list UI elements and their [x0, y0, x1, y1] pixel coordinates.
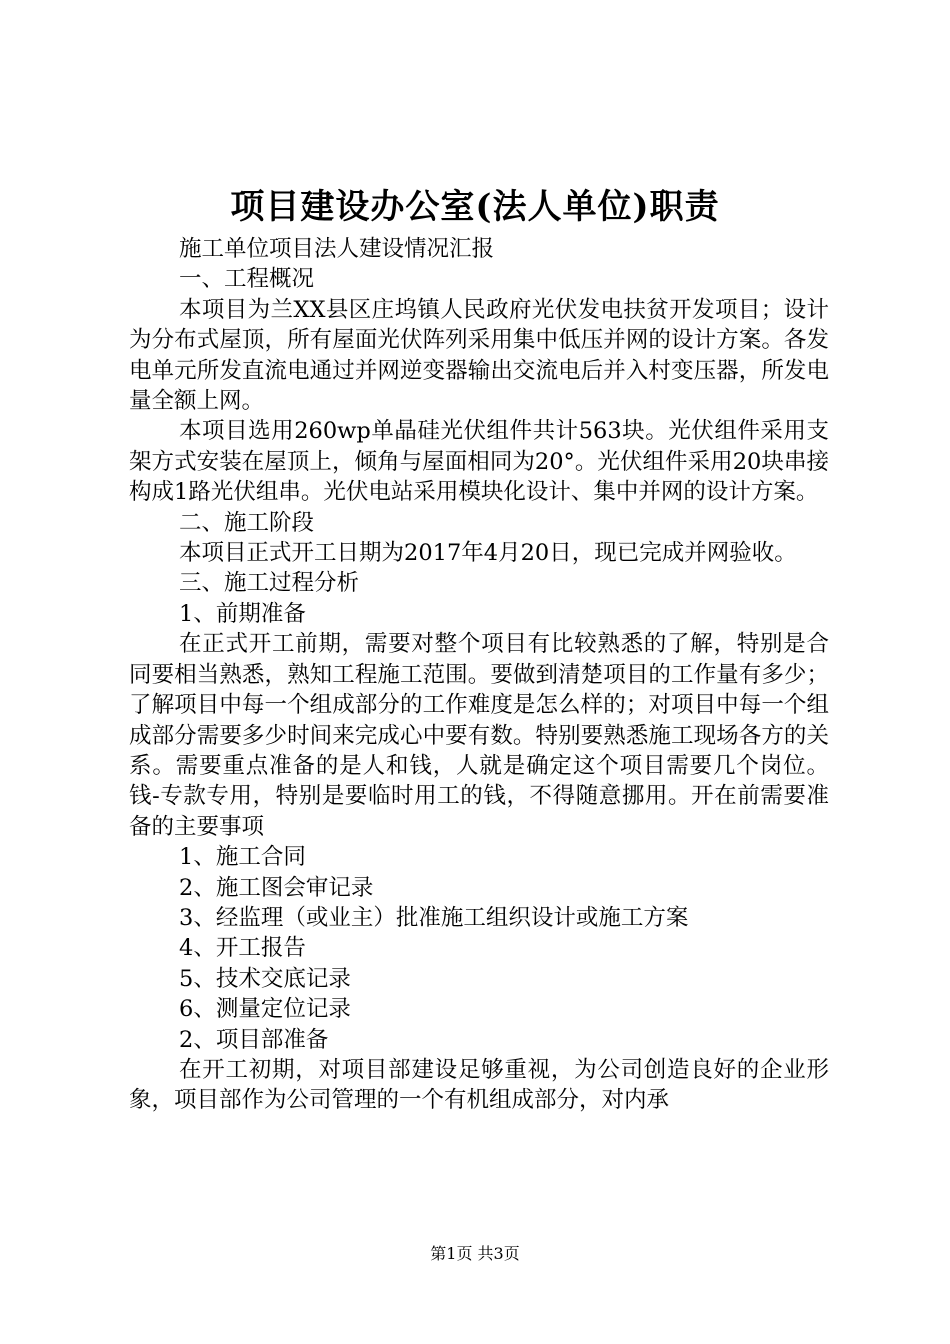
section-heading-overview: 一、工程概况 [179, 266, 315, 293]
paragraph-pv-modules: 本项目选用260wp单晶硅光伏组件共计563块。光伏组件采用支架方式安装在屋顶上，倾角与屋面相同为20°。光伏组件采用20块串接构成1路光伏组串。光伏电站采用模块化设计、集中并网的设计方案。 [129, 418, 829, 506]
document-body [129, 234, 829, 1116]
section-heading-process-analysis: 三、施工过程分析 [179, 570, 360, 597]
list-item: 1、施工合同 [179, 844, 306, 871]
document-title: 项目建设办公室(法人单位)职责 [230, 187, 720, 227]
paragraph-project-overview: 本项目为兰XX县区庄坞镇人民政府光伏发电扶贫开发项目；设计为分布式屋顶，所有屋面光伏阵列采用集中低压并网的设计方案。各发电单元所发直流电通过并网逆变器输出交流电后并入村变压器，所发电量全额上网。 [129, 296, 829, 415]
list-item: 2、施工图会审记录 [179, 874, 374, 901]
subsection-heading-project-department: 2、项目部准备 [179, 1026, 329, 1053]
paragraph-start-date: 本项目正式开工日期为2017年4月20日，现已完成并网验收。 [179, 540, 797, 567]
list-item: 6、测量定位记录 [179, 996, 351, 1023]
list-item: 4、开工报告 [179, 935, 306, 962]
page-footer: 第1页 共3页 [430, 1244, 520, 1263]
paragraph-preparation: 在正式开工前期，需要对整个项目有比较熟悉的了解，特别是合同要相当熟悉，熟知工程施工范围。要做到清楚项目的工作量有多少；了解项目中每一个组成部分的工作难度是怎么样的；对项目中每一个组成部分需要多少时间来完成心中要有数。特别要熟悉施工现场各方的关系。需要重点准备的是人和钱，人就是确定这个项目需要几个岗位。钱-专款专用，特别是要临时用工的钱，不得随意挪用。开在前需要准备的主要事项 [129, 631, 829, 840]
section-heading-construction-stage: 二、施工阶段 [179, 509, 315, 536]
subsection-heading-preparation: 1、前期准备 [179, 600, 306, 627]
paragraph-project-department: 在开工初期，对项目部建设足够重视，为公司创造良好的企业形象，项目部作为公司管理的一个有机组成部分，对内承 [129, 1056, 829, 1114]
list-item: 3、经监理（或业主）批准施工组织设计或施工方案 [179, 904, 689, 931]
report-heading: 施工单位项目法人建设情况汇报 [179, 236, 495, 262]
list-item: 5、技术交底记录 [179, 965, 351, 992]
